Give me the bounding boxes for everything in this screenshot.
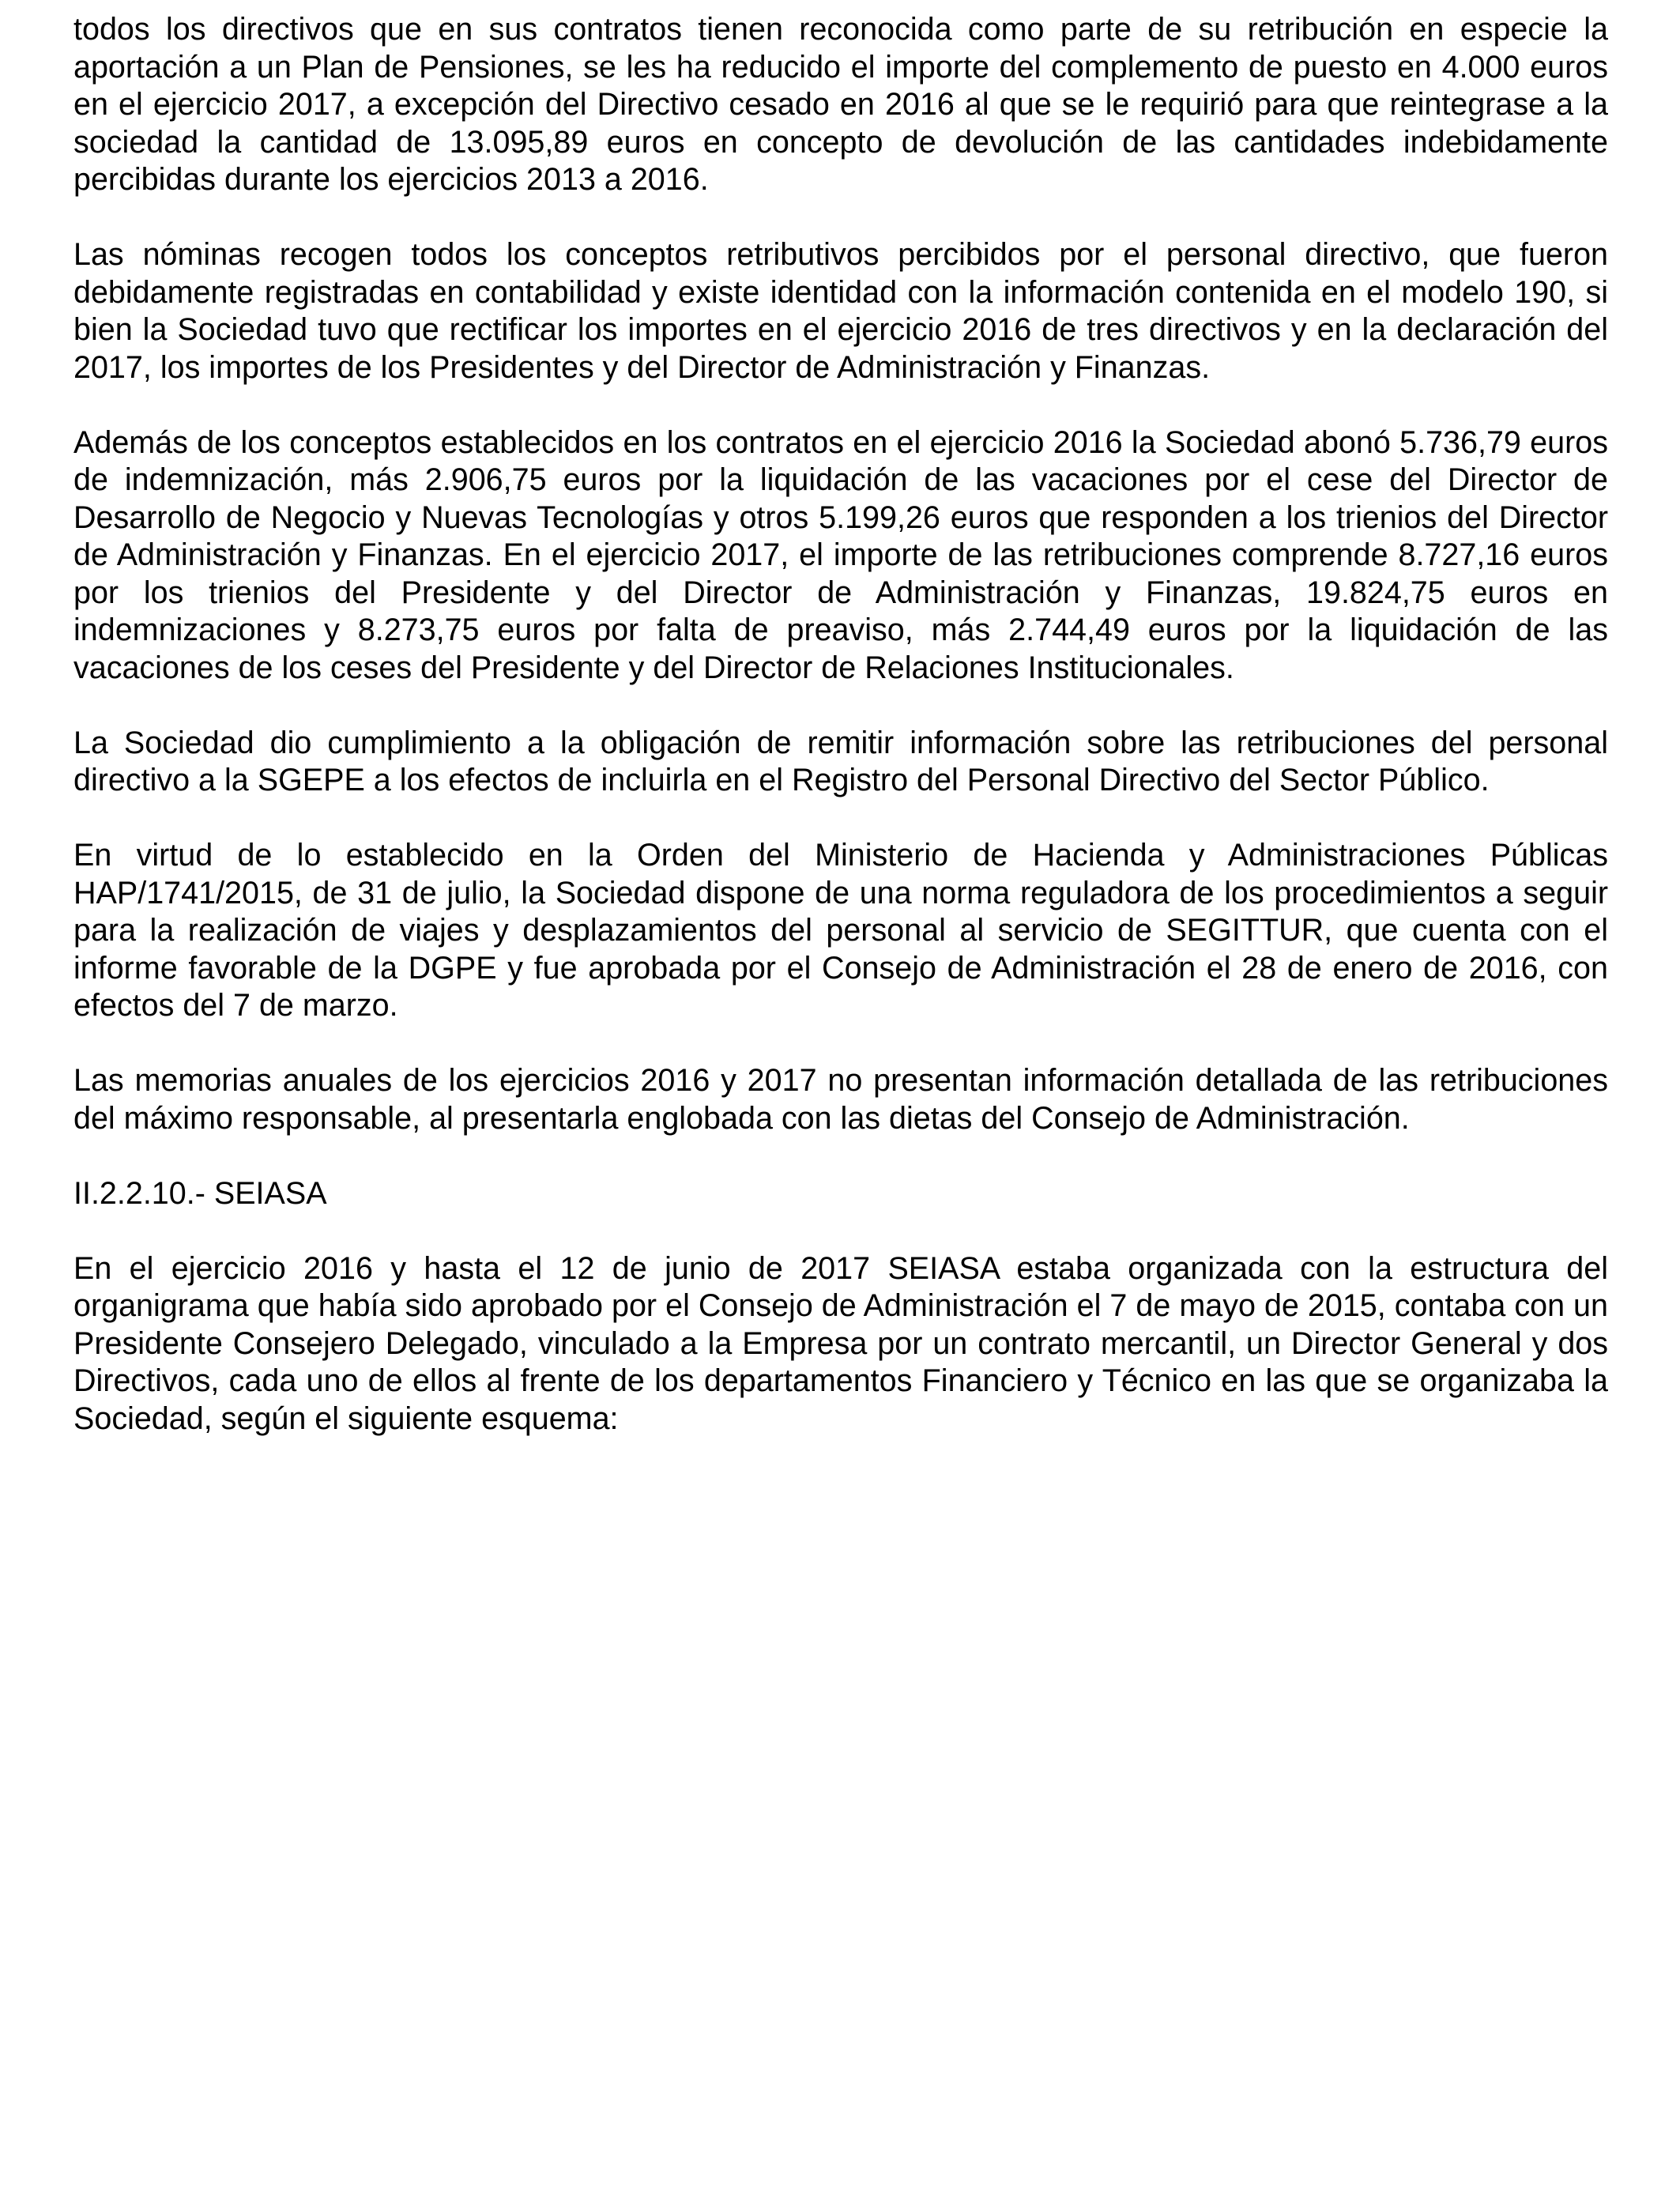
document-page [73,11,1608,1476]
paragraph-indemnities: Además de los conceptos establecidos en los contratos en el ejercicio 2016 la Sociedad abonó 5.736,79 euros de indemnización, más 2.906,75 euros por la liquidación de las vacaciones por el cese del Director de Desarrollo de Negocio y Nuevas Tecnologías y otros 5.199,26 euros que responden a los trienios del Director de Administración y Finanzas. En el ejercicio 2017, el importe de las retribuciones comprende 8.727,16 euros por los trienios del Presidente y del Director de Administración y Finanzas, 19.824,75 euros en indemnizaciones y 8.273,75 euros por falta de preaviso, más 2.744,49 euros por la liquidación de las vacaciones de los ceses del Presidente y del Director de Relaciones Institucionales. [73,424,1608,685]
paragraph-travel-regulation: En virtud de lo establecido en la Orden del Ministerio de Hacienda y Administraciones Públicas HAP/1741/2015, de 31 de julio, la Sociedad dispone de una norma reguladora de los procedimientos a seguir para la realización de viajes y desplazamientos del personal al servicio de SEGITTUR, que cuenta con el informe favorable de la DGPE y fue aprobada por el Consejo de Administración el 28 de enero de 2016, con efectos del 7 de marzo. [73,838,1608,1023]
paragraph-annual-reports: Las memorias anuales de los ejercicios 2016 y 2017 no presentan información detallada de las retribuciones del máximo responsable, al presentarla englobada con las dietas del Consejo de Administración. [73,1063,1608,1136]
paragraph-sgepe-registry: La Sociedad dio cumplimiento a la obligación de remitir información sobre las retribuciones del personal directivo a la SGEPE a los efectos de incluirla en el Registro del Personal Directivo del Sector Público. [73,725,1608,797]
section-heading: II.2.2.10.- SEIASA [73,1175,327,1211]
paragraph-pension-plan: todos los directivos que en sus contratos tienen reconocida como parte de su retribución en especie la aportación a un Plan de Pensiones, se les ha reducido el importe del complemento de puesto en 4.000 euros en el ejercicio 2017, a excepción del Directivo cesado en 2016 al que se le requirió para que reintegrase a la sociedad la cantidad de 13.095,89 euros en concepto de devolución de las cantidades indebidamente percibidas durante los ejercicios 2013 a 2016. [73,12,1608,197]
paragraph-payroll: Las nóminas recogen todos los conceptos retributivos percibidos por el personal directivo, que fueron debidamente registradas en contabilidad y existe identidad con la información contenida en el modelo 190, si bien la Sociedad tuvo que rectificar los importes en el ejercicio 2016 de tres directivos y en la declaración del 2017, los importes de los Presidentes y del Director de Administración y Finanzas. [73,237,1608,385]
paragraph-seiasa-structure: En el ejercicio 2016 y hasta el 12 de junio de 2017 SEIASA estaba organizada con la estructura del organigrama que había sido aprobado por el Consejo de Administración el 7 de mayo de 2015, contaba con un Presidente Consejero Delegado, vinculado a la Empresa por un contrato mercantil, un Director General y dos Directivos, cada uno de ellos al frente de los departamentos Financiero y Técnico en las que se organizaba la Sociedad, según el siguiente esquema: [73,1250,1608,1436]
